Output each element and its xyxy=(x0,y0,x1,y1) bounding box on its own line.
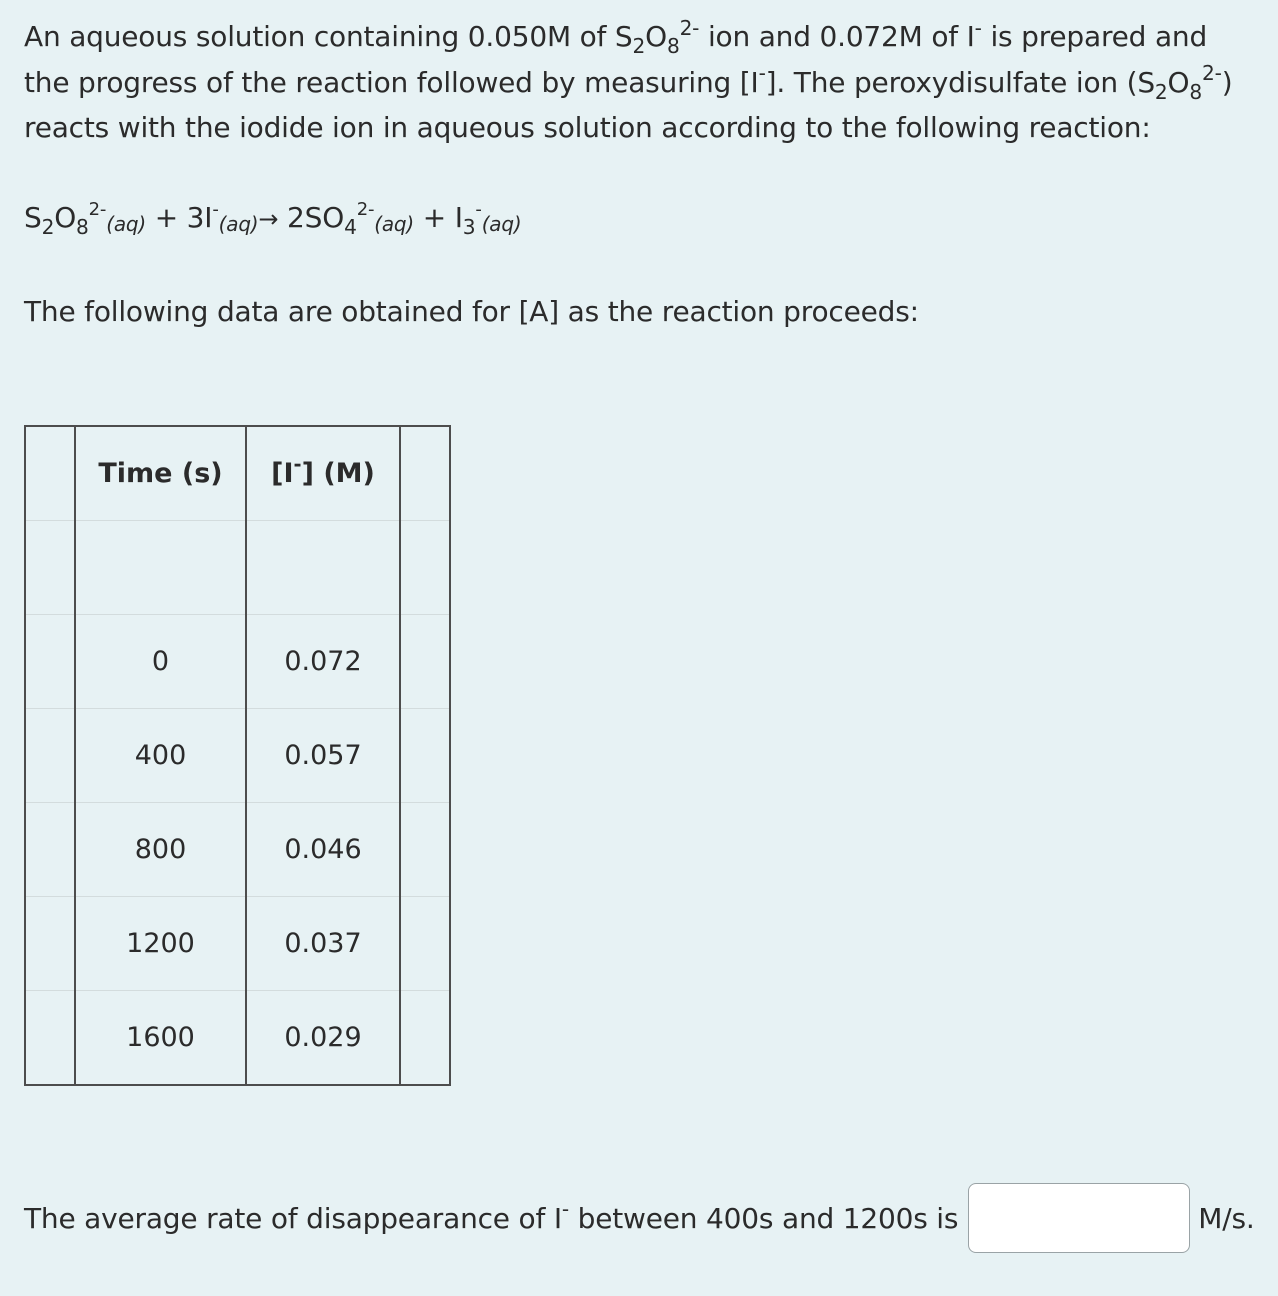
plus-sign: + xyxy=(146,201,187,234)
question-line-3: reacts with the iodide ion in aqueous solution according to the following reaction: xyxy=(24,111,1151,144)
question-text-segment: O xyxy=(1167,65,1190,99)
state-label: (aq) xyxy=(374,212,415,236)
equation-term: 2SO xyxy=(278,201,345,234)
unit-label: M/s. xyxy=(1198,1201,1255,1235)
question-text-segment: An aqueous solution containing 0.050M of S xyxy=(24,20,633,53)
time-cell: 400 xyxy=(75,709,246,803)
superscript: 2- xyxy=(679,15,700,40)
time-header: Time (s) xyxy=(75,426,246,521)
superscript: 2- xyxy=(1202,61,1222,86)
state-label: (aq) xyxy=(218,212,259,236)
concentration-header xyxy=(246,426,400,521)
equation-term: I xyxy=(454,201,463,234)
superscript: - xyxy=(758,61,766,86)
subscript: 8 xyxy=(666,34,680,59)
state-label: (aq) xyxy=(481,212,522,236)
equation-term: 3I xyxy=(186,201,213,234)
table-cell xyxy=(25,426,75,521)
subscript: 2 xyxy=(632,34,646,59)
data-intro-text: The following data are obtained for [A] as the reaction proceeds: xyxy=(24,295,919,328)
superscript: - xyxy=(974,15,982,40)
table-cell xyxy=(400,521,450,615)
table-row xyxy=(25,991,450,1086)
subscript: 2 xyxy=(1154,79,1168,104)
header-text: [I xyxy=(271,458,294,489)
subscript: 2 xyxy=(41,215,55,240)
table-cell xyxy=(400,709,450,803)
concentration-cell: 0.046 xyxy=(246,803,400,897)
table-cell xyxy=(400,991,450,1086)
superscript: - xyxy=(293,453,302,477)
data-table xyxy=(24,425,451,1086)
state-label: (aq) xyxy=(106,212,146,236)
concentration-cell: 0.057 xyxy=(246,709,400,803)
time-cell xyxy=(75,521,246,615)
concentration-cell xyxy=(246,521,400,615)
answer-row xyxy=(24,1182,1255,1254)
table-cell xyxy=(400,615,450,709)
subscript: 4 xyxy=(344,215,357,240)
table-cell xyxy=(400,803,450,897)
question-text-segment: ) xyxy=(1221,65,1233,99)
table-cell xyxy=(400,426,450,521)
question-text-segment: ]. The peroxydisulfate ion (S xyxy=(765,65,1155,99)
question-text-segment: is prepared and xyxy=(981,20,1208,53)
reaction-arrow-icon: → xyxy=(258,205,279,233)
table-header-row xyxy=(25,426,450,521)
ion-charge: 2- xyxy=(356,199,375,220)
superscript: - xyxy=(561,1197,569,1222)
table-cell xyxy=(25,709,75,803)
time-cell: 800 xyxy=(75,803,246,897)
question-text xyxy=(24,14,1264,151)
time-cell: 1600 xyxy=(75,991,246,1086)
question-line-1 xyxy=(24,14,1264,60)
subscript: 8 xyxy=(1189,79,1203,104)
ion-charge: - xyxy=(212,199,219,220)
question-text-segment: O xyxy=(645,20,667,53)
concentration-cell: 0.072 xyxy=(246,615,400,709)
subscript: 3 xyxy=(462,215,476,240)
concentration-cell: 0.029 xyxy=(246,991,400,1086)
table-row xyxy=(25,615,450,709)
concentration-cell: 0.037 xyxy=(246,897,400,991)
table-row xyxy=(25,709,450,803)
answer-input[interactable] xyxy=(968,1183,1190,1253)
prompt-text: The average rate of disappearance of I xyxy=(24,1201,562,1235)
table-row xyxy=(25,521,450,615)
equation-term: S xyxy=(24,201,42,234)
answer-prompt xyxy=(24,1197,959,1235)
equation-term: O xyxy=(54,201,77,234)
ion-charge: 2- xyxy=(88,199,107,220)
ion-charge: - xyxy=(475,199,482,220)
table-cell xyxy=(25,615,75,709)
question-text-segment: ion and 0.072M of I xyxy=(699,20,975,53)
plus-sign: + xyxy=(414,201,455,234)
table-cell xyxy=(25,521,75,615)
data-table-container xyxy=(24,425,451,1086)
subscript: 8 xyxy=(76,215,89,240)
header-text: ] (M) xyxy=(301,458,375,489)
table-cell xyxy=(25,803,75,897)
table-cell xyxy=(400,897,450,991)
question-text-segment: the progress of the reaction followed by measuring [I xyxy=(24,65,759,99)
time-cell: 0 xyxy=(75,615,246,709)
table-row xyxy=(25,897,450,991)
prompt-text: between 400s and 1200s is xyxy=(568,1201,959,1235)
table-cell xyxy=(25,897,75,991)
time-cell: 1200 xyxy=(75,897,246,991)
table-cell xyxy=(25,991,75,1086)
reaction-equation xyxy=(24,196,521,244)
table-row xyxy=(25,803,450,897)
question-line-2 xyxy=(24,60,1264,106)
